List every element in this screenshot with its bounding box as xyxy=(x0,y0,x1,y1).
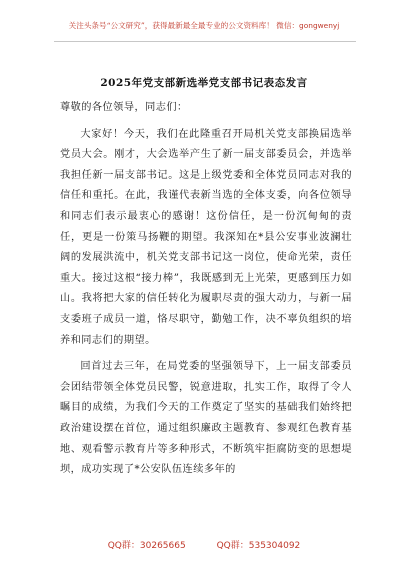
header-wechat-id: gongwenyj xyxy=(299,21,340,30)
header-divider xyxy=(54,41,356,42)
footer xyxy=(0,538,408,551)
paragraph-1: 大家好！今天，我们在此隆重召开局机关党支部换届选举党员大会。刚才，大会选举产生了新一届支部委员会，并选举我担任新一届支部书记。这是上级党委和全体党员同志对我的信任和重托。在此，我谨代表新当选的全体支委，向各位领导和同志们表示最衷心的感谢！这份信任，是一份沉甸甸的责任，更是一份策马扬鞭的期望。我深知在*县公安事业波澜壮阔的发展洪流中，机关党支部书记这一岗位，使命光荣，责任重大。接过这根“接力棒”，我既感到无上光荣，更感到压力如山。我将把大家的信任转化为履职尽责的强大动力，与新一届支委班子成员一道，恪尽职守，勤勉工作，决不辜负组织的培养和同志们的期望。 xyxy=(60,128,352,346)
footer-qq-group-1: QQ群：30265665 xyxy=(107,541,186,551)
header-banner-text: 关注头条号“公文研究”，获得最新最全最专业的公文资料库！ 微信： xyxy=(68,21,300,30)
document-body xyxy=(60,98,352,481)
salutation: 尊敬的各位领导，同志们： xyxy=(60,102,188,113)
footer-qq-group-2: QQ群：535304092 xyxy=(216,541,301,551)
document-title: 2025年党支部新选举党支部书记表态发言 xyxy=(100,77,308,89)
paragraph-2: 回首过去三年，在局党委的坚强领导下，上一届支部委员会团结带领全体党员民警，锐意进取，扎实工作，取得了令人瞩目的成绩，为我们今天的工作奠定了坚实的基础我们始终把政治建设摆在首位，通过组织廉政主题教育、参观红色教育基地、观看警示教育片等多种形式，不断筑牢拒腐防变的思想堤坝，成功实现了*公安队伍连续多年的 xyxy=(60,361,352,476)
header-banner xyxy=(0,20,408,32)
